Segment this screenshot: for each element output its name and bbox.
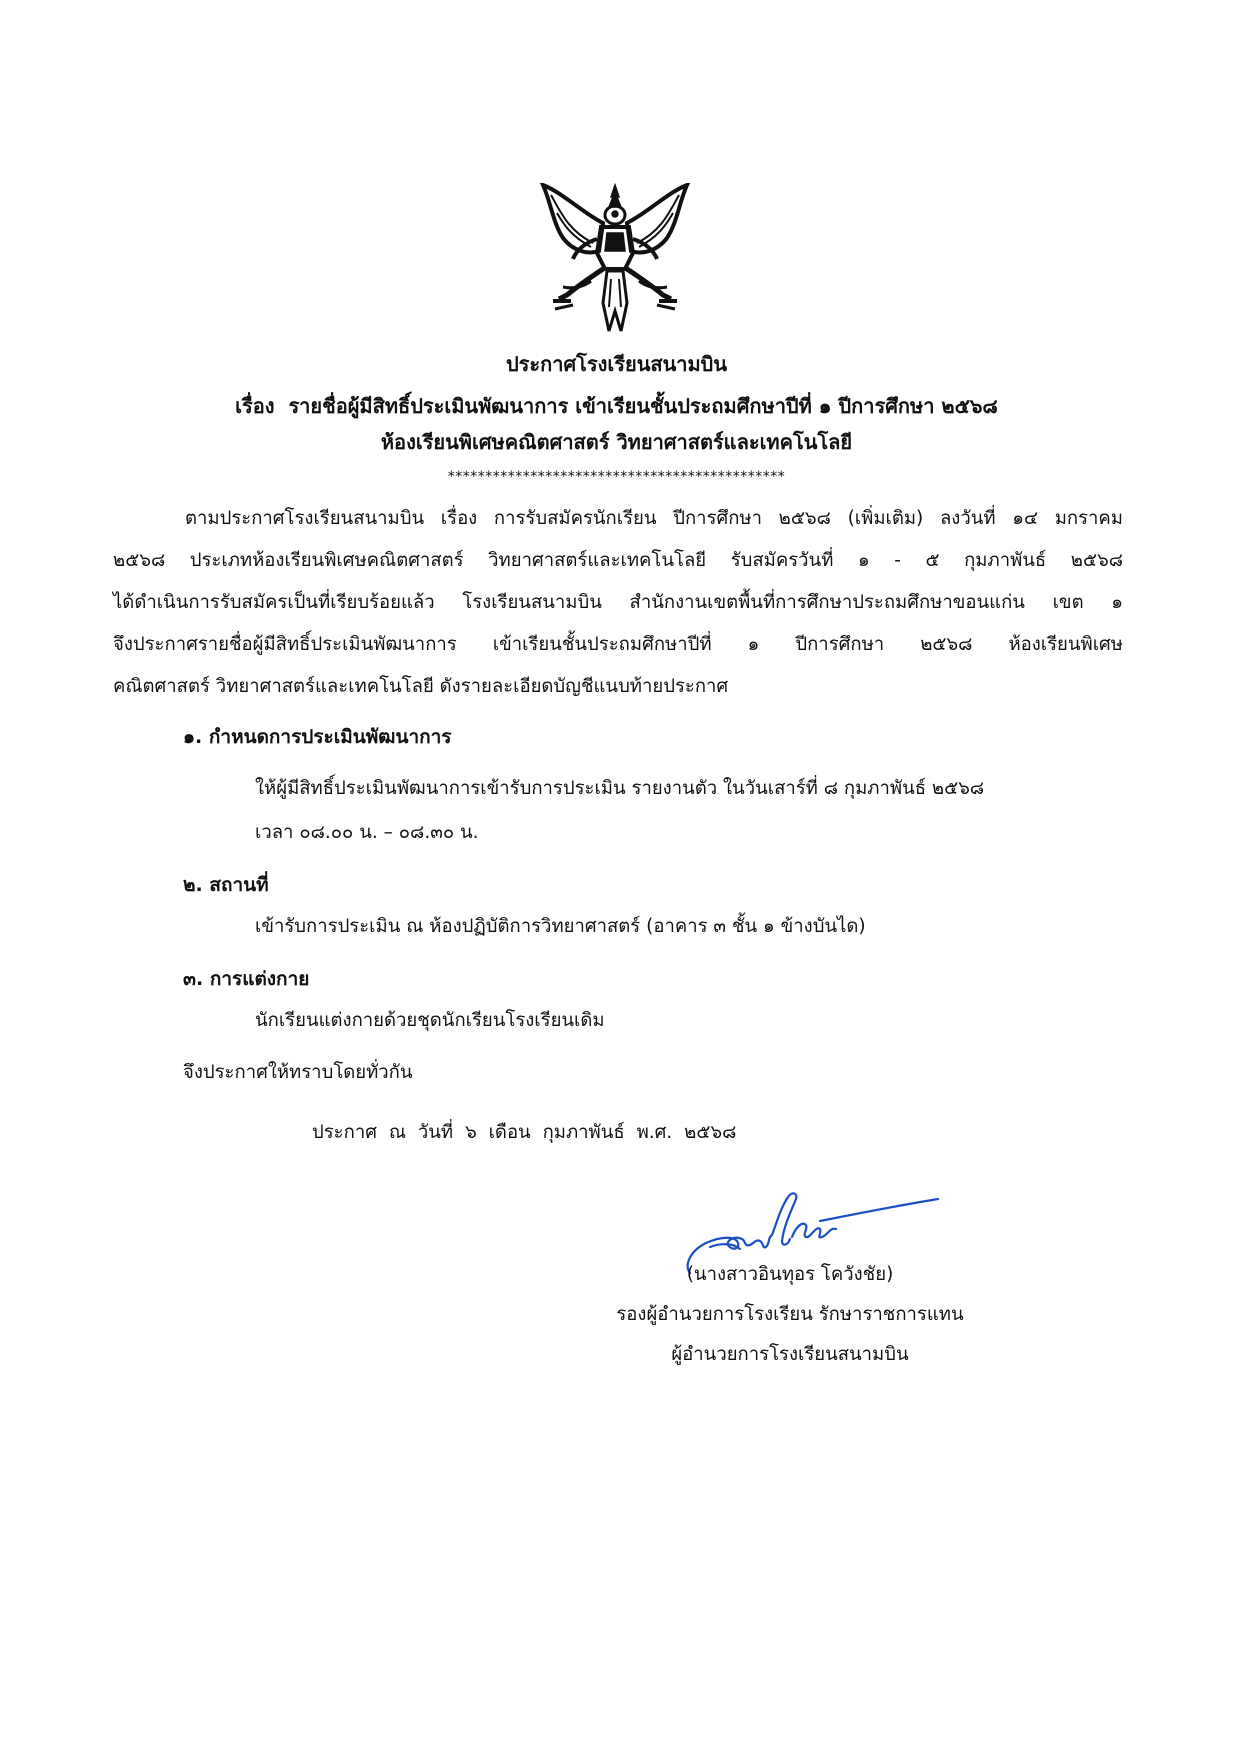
section-line: นักเรียนแต่งกายด้วยชุดนักเรียนโรงเรียนเดิม xyxy=(255,1010,605,1031)
subject-label: เรื่อง xyxy=(235,394,275,418)
announcement-date: ประกาศ ณ วันที่ ๖ เดือน กุมภาพันธ์ พ.ศ. ๒๕๖๘ xyxy=(312,1122,737,1143)
section-heading-location: ๒. สถานที่ xyxy=(183,874,269,896)
section-heading-dress: ๓. การแต่งกาย xyxy=(183,968,310,990)
section-line: ให้ผู้มีสิทธิ์ประเมินพัฒนาการเข้ารับการประเมิน รายงานตัว ในวันเสาร์ที่ ๘ กุมภาพันธ์ ๒๕๖๘ xyxy=(255,778,985,799)
announcement-subject-line2: ห้องเรียนพิเศษคณิตศาสตร์ วิทยาศาสตร์และเทคโนโลยี xyxy=(380,430,853,454)
closing-text: จึงประกาศให้ทราบโดยทั่วกัน xyxy=(183,1062,413,1083)
section-line: เข้ารับการประเมิน ณ ห้องปฏิบัติการวิทยาศาสตร์ (อาคาร ๓ ชั้น ๑ ข้างบันได) xyxy=(255,916,866,937)
body-line: จึงประกาศรายชื่อผู้มีสิทธิ์ประเมินพัฒนาการ เข้าเรียนชั้นประถมศึกษาปีที่ ๑ ปีการศึกษา ๒๕๖๘ ห้องเรียนพิเศษ xyxy=(113,634,1123,655)
announcement-title: ประกาศโรงเรียนสนามบิน xyxy=(505,352,728,376)
body-line: คณิตศาสตร์ วิทยาศาสตร์และเทคโนโลยี ดังรายละเอียดบัญชีแนบท้ายประกาศ xyxy=(113,676,729,697)
body-line: ตามประกาศโรงเรียนสนามบิน เรื่อง การรับสมัครนักเรียน ปีการศึกษา ๒๕๖๘ (เพิ่มเติม) ลงวันที่ ๑๔ มกราคม xyxy=(185,508,1123,529)
separator: ********************************************* xyxy=(447,469,786,485)
subject-text: รายชื่อผู้มีสิทธิ์ประเมินพัฒนาการ เข้าเรียนชั้นประถมศึกษาปีที่ ๑ ปีการศึกษา ๒๕๖๘ xyxy=(288,394,998,418)
section-line: เวลา ๐๘.๐๐ น. – ๐๘.๓๐ น. xyxy=(255,822,479,843)
body-line: ได้ดำเนินการรับสมัครเป็นที่เรียบร้อยแล้ว โรงเรียนสนามบิน สำนักงานเขตพื้นที่การศึกษาประถมศึกษาขอนแก่น เขต ๑ xyxy=(113,592,1123,613)
section-heading-schedule: ๑. กำหนดการประเมินพัฒนาการ xyxy=(183,726,452,748)
announcement-subject xyxy=(0,392,1233,420)
signatory-position-line2: ผู้อำนวยการโรงเรียนสนามบิน xyxy=(671,1344,909,1365)
garuda-emblem-icon xyxy=(533,183,697,335)
body-paragraph xyxy=(113,498,1123,708)
signatory-position: รองผู้อำนวยการโรงเรียน รักษาราชการแทน xyxy=(616,1304,964,1325)
signatory-name: (นางสาวอินทุอร โควังชัย) xyxy=(686,1264,894,1285)
body-line: ๒๕๖๘ ประเภทห้องเรียนพิเศษคณิตศาสตร์ วิทยาศาสตร์และเทคโนโลยี รับสมัครวันที่ ๑ - ๕ กุมภาพันธ์ ๒๕๖๘ xyxy=(113,550,1123,571)
